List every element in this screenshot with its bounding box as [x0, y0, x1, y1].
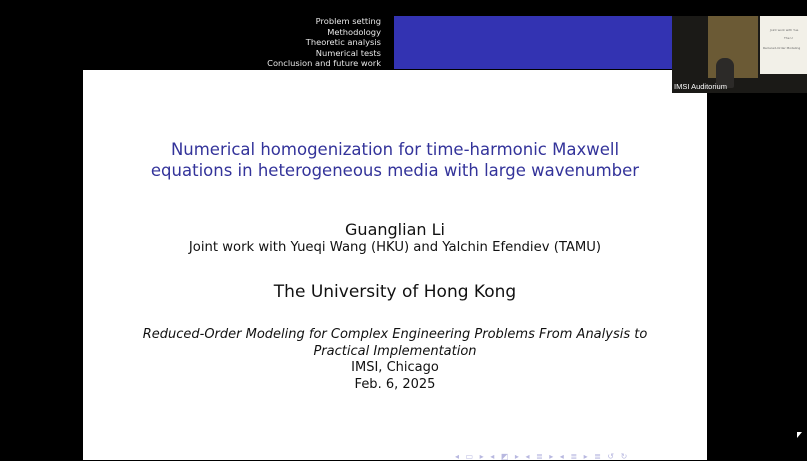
event-date: Feb. 6, 2025 [354, 376, 436, 392]
event-location: IMSI, Chicago [351, 360, 439, 375]
nav-item-problem-setting[interactable]: Problem setting [315, 16, 381, 26]
beamer-navigation-controls[interactable]: ◂ ▭ ▸ ◂ ◩ ▸ ◂ ≣ ▸ ◂ ≣ ▸ ≣ ↺ ↻ [455, 452, 630, 461]
nav-item-methodology[interactable]: Methodology [327, 26, 381, 37]
nav-item-numerical-tests[interactable]: Numerical tests [315, 47, 381, 58]
section-navigation [83, 16, 381, 69]
screen-text: Reduced-Order Modeling [763, 46, 801, 50]
nav-item-conclusion[interactable]: Conclusion and future work [267, 58, 381, 69]
webcam-label: IMSI Auditorium [674, 82, 727, 91]
mouse-cursor-icon [797, 432, 802, 438]
screen-text: The U [784, 36, 793, 40]
title-line-2: equations in heterogeneous media with large wavenumber [150, 161, 640, 180]
screen-text: Joint work with Yue [770, 28, 799, 32]
author-name: Guanglian Li [345, 220, 445, 239]
speaker-webcam-thumbnail[interactable] [672, 16, 807, 93]
joint-work: Joint work with Yueqi Wang (HKU) and Yalchin Efendiev (TAMU) [188, 240, 602, 255]
nav-item-theoretic-analysis[interactable]: Theoretic analysis [305, 37, 381, 48]
webcam-projection-screen [760, 16, 807, 74]
event-name-line-2: Practical Implementation [313, 343, 477, 359]
slide-canvas [83, 70, 707, 460]
header-accent-band [394, 16, 672, 69]
title-line-1: Numerical homogenization for time-harmonic Maxwell [170, 140, 620, 159]
institution: The University of Hong Kong [273, 282, 517, 302]
event-name-line-1: Reduced-Order Modeling for Complex Engineering Problems From Analysis to [142, 327, 648, 342]
event-info [83, 327, 707, 393]
slide-title [83, 139, 707, 181]
